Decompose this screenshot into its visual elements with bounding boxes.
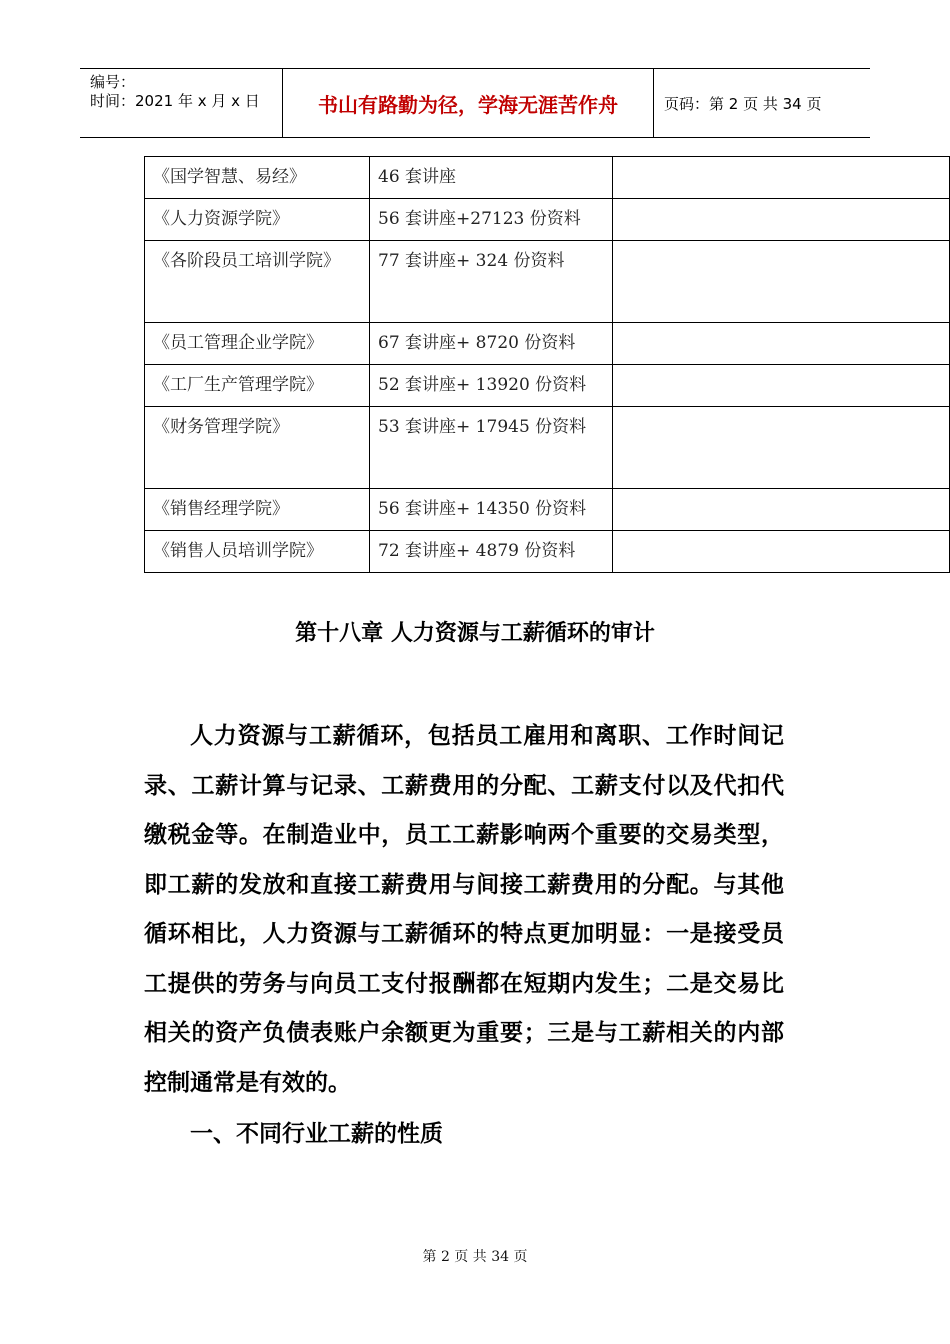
table-cell-content: 67 套讲座+ 8720 份资料 (370, 323, 613, 365)
table-row (145, 157, 950, 199)
header-motto: 书山有路勤为径，学海无涯苦作舟 (283, 69, 654, 137)
document-date: 时间：2021 年 x 月 x 日 (90, 92, 260, 110)
table-row (145, 489, 950, 531)
table-cell-note (613, 241, 950, 323)
table-cell-note (613, 489, 950, 531)
chapter-title: 第十八章 人力资源与工薪循环的审计 (295, 621, 655, 646)
body-paragraph: 人力资源与工薪循环，包括员工雇用和离职、工作时间记录、工薪计算与记录、工薪费用的分配、工薪支付以及代扣代缴税金等。在制造业中，员工工薪影响两个重要的交易类型，即工薪的发放和直接工薪费用与间接工薪费用的分配。与其他循环相比，人力资源与工薪循环的特点更加明显：一是接受员工提供的劳务与向员工支付报酬都在短期内发生；二是交易比相关的资产负债表账户余额更为重要；三是与工薪相关的内部控制通常是有效的。 (144, 723, 784, 1096)
document-number: 编号： (90, 73, 136, 91)
table-cell-note (613, 323, 950, 365)
table-cell-content: 56 套讲座+27123 份资料 (370, 199, 613, 241)
table-cell-name: 《各阶段员工培训学院》 (145, 241, 370, 323)
table-cell-note (613, 407, 950, 489)
header-page-number: 页码：第 2 页 共 34 页 (664, 94, 822, 113)
table-row (145, 323, 950, 365)
table-cell-content: 56 套讲座+ 14350 份资料 (370, 489, 613, 531)
table-cell-content: 77 套讲座+ 324 份资料 (370, 241, 613, 323)
table-cell-content: 52 套讲座+ 13920 份资料 (370, 365, 613, 407)
table-cell-name: 《销售经理学院》 (145, 489, 370, 531)
page-header (80, 68, 870, 138)
table-cell-content: 72 套讲座+ 4879 份资料 (370, 531, 613, 573)
section-heading: 一、不同行业工薪的性质 (190, 1121, 443, 1147)
table-cell-name: 《人力资源学院》 (145, 199, 370, 241)
header-meta (80, 69, 283, 137)
table-row (145, 531, 950, 573)
table-cell-note (613, 157, 950, 199)
table-cell-note (613, 365, 950, 407)
table-cell-name: 《工厂生产管理学院》 (145, 365, 370, 407)
table-cell-content: 53 套讲座+ 17945 份资料 (370, 407, 613, 489)
table-cell-name: 《销售人员培训学院》 (145, 531, 370, 573)
table-cell-note (613, 199, 950, 241)
table-row (145, 407, 950, 489)
resource-table (144, 156, 950, 573)
table-cell-note (613, 531, 950, 573)
table-row (145, 241, 950, 323)
table-row (145, 199, 950, 241)
table-cell-content: 46 套讲座 (370, 157, 613, 199)
table-cell-name: 《员工管理企业学院》 (145, 323, 370, 365)
table-cell-name: 《财务管理学院》 (145, 407, 370, 489)
table-row (145, 365, 950, 407)
table-cell-name: 《国学智慧、易经》 (145, 157, 370, 199)
page-footer: 第 2 页 共 34 页 (422, 1249, 528, 1265)
